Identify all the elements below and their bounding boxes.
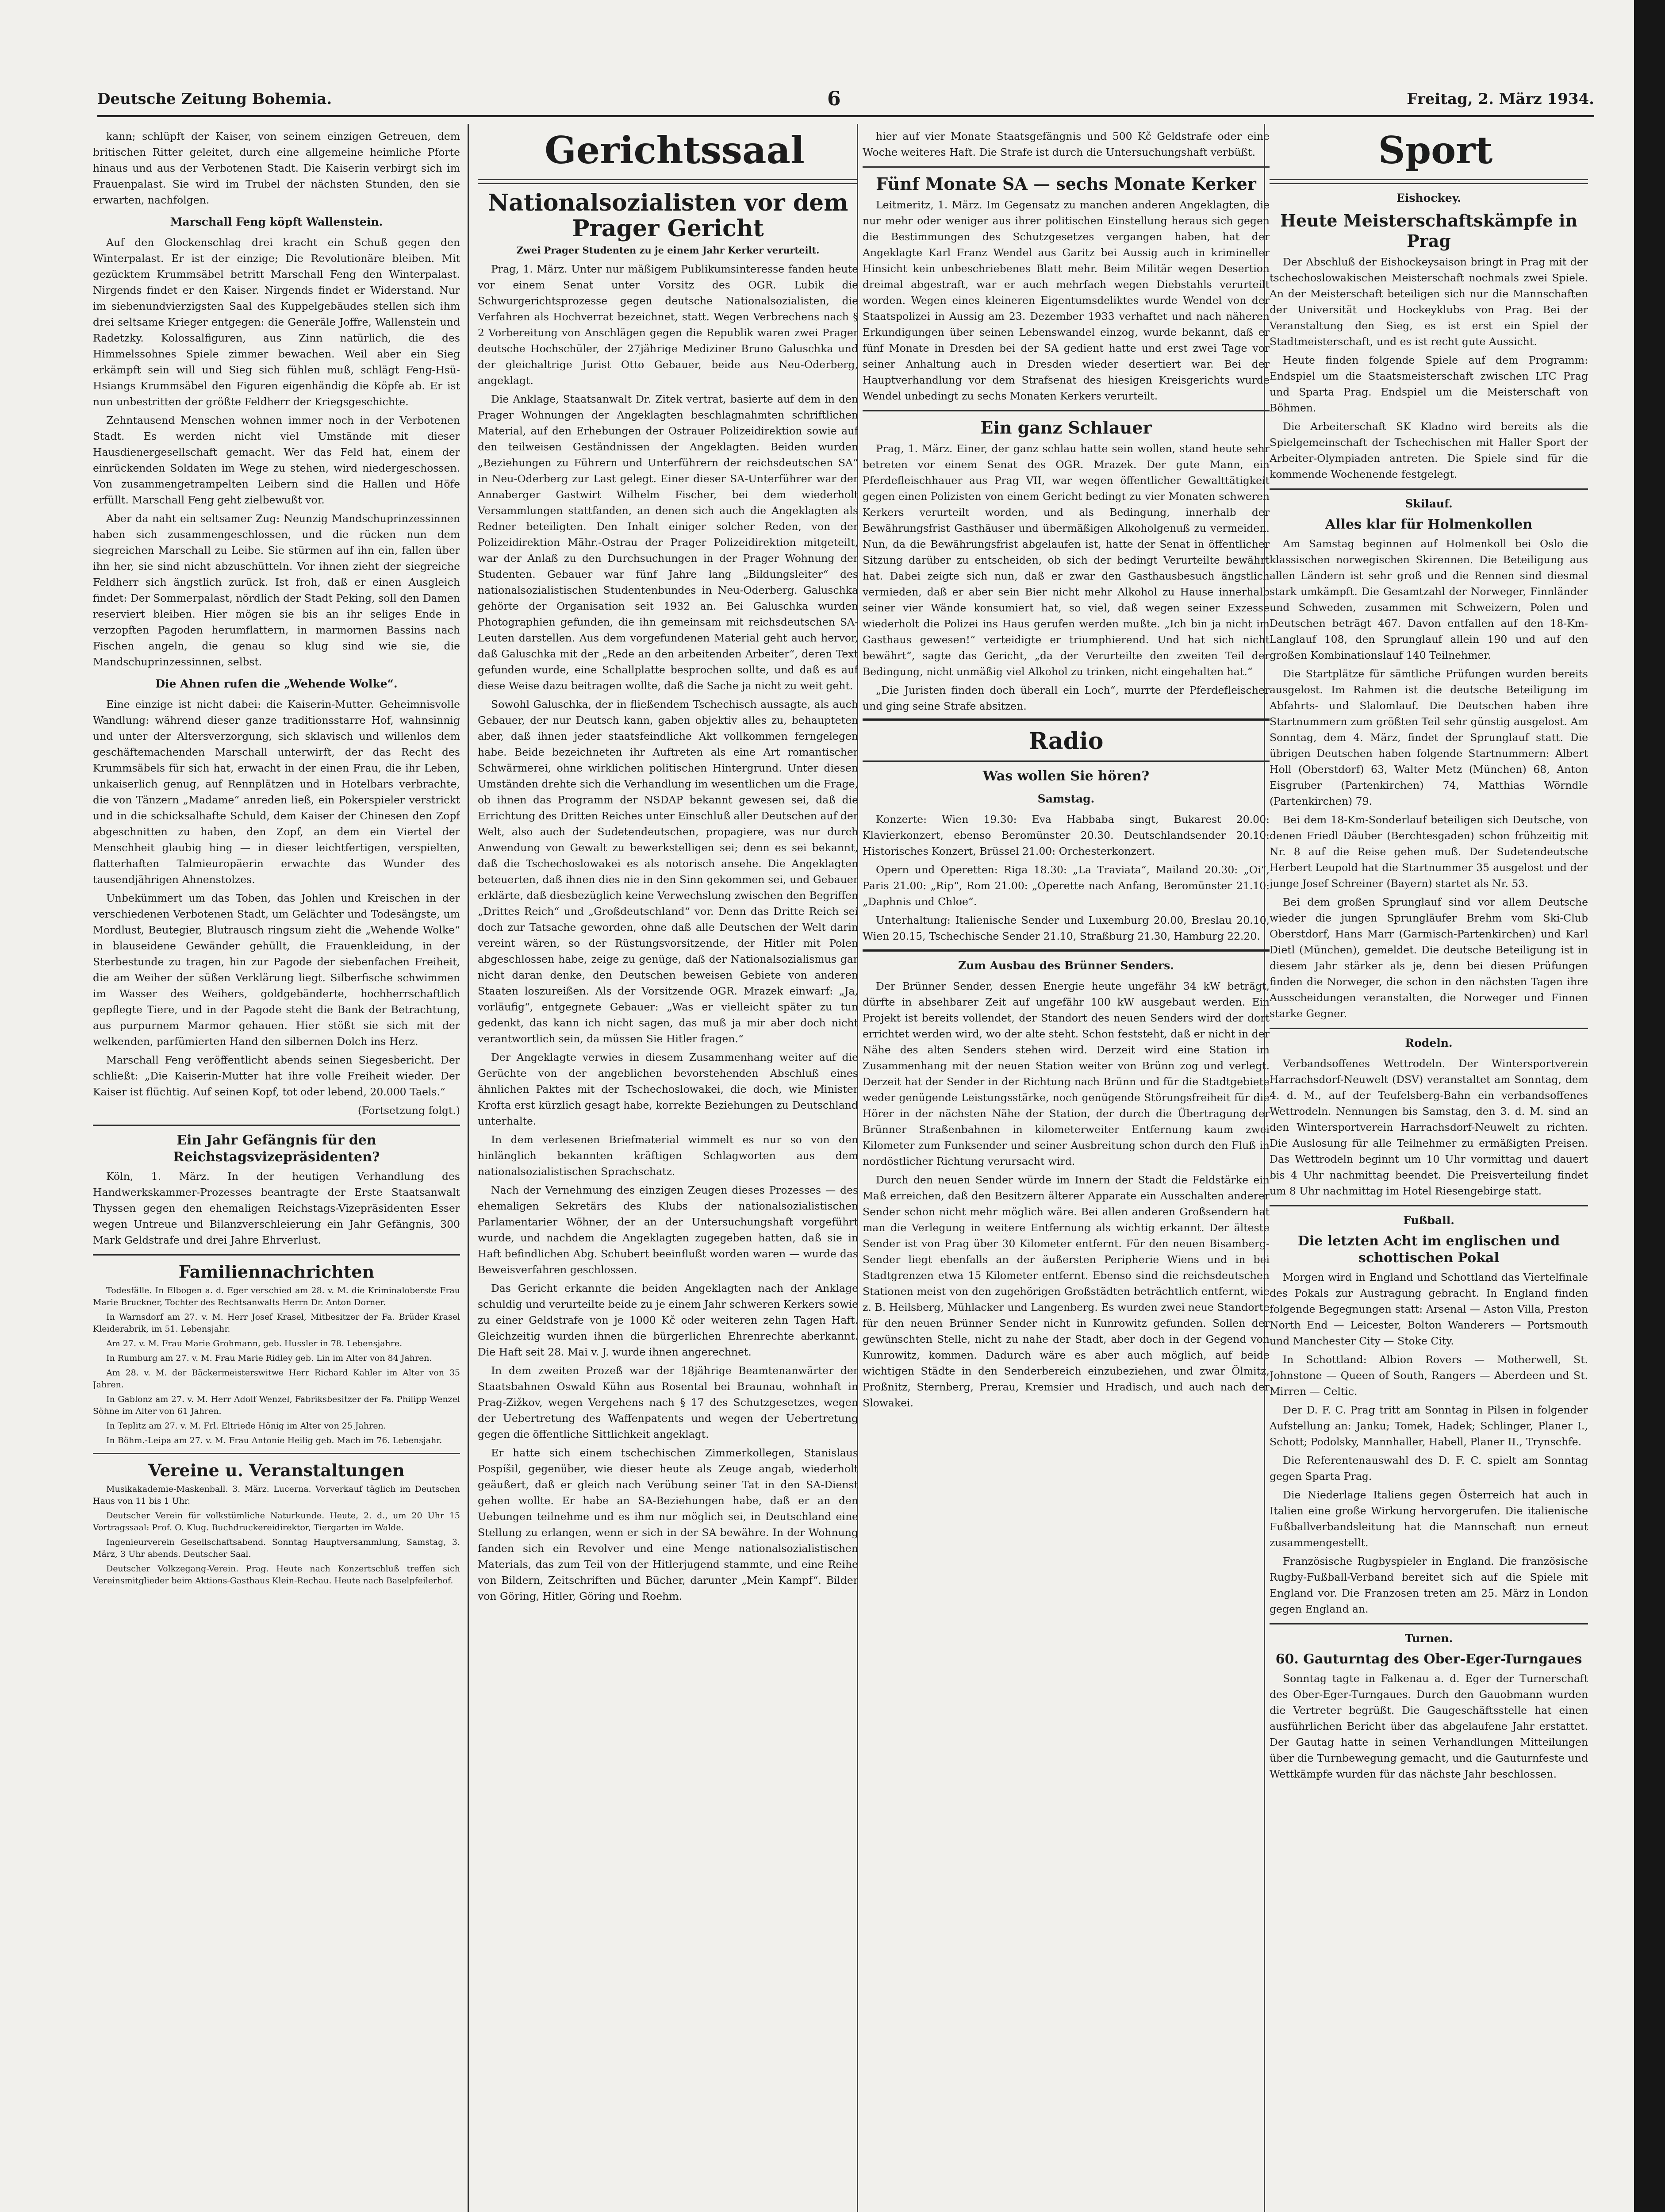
notice-item: Am 27. v. M. Frau Marie Grohmann, geb. Hussler in 78. Lebensjahre.: [106, 1339, 403, 1348]
column-4: [1270, 128, 1588, 2212]
paper-name: Deutsche Zeitung Bohemia.: [97, 90, 332, 108]
radio-item: Unterhaltung: Italienische Sender und Luxemburg 20.00, Breslau 20.10, Wien 20.15, Tschechische Sender 21.10, Straßburg 21.30, Hamburg 22.20.: [863, 914, 1270, 942]
notice-item: In Teplitz am 27. v. M. Frl. Eltriede Hönig im Alter von 25 Jahren.: [106, 1421, 386, 1431]
divider: [93, 1125, 460, 1126]
article-paragraph: Am Samstag beginnen auf Holmenkoll bei Oslo die klassischen norwegischen Skirennen. Die Beteiligung aus allen Ländern ist sehr groß und die Rennen sind diesmal stark umkämpft. Die Gesamtzahl der Norweger, Finnländer und Schweden, zusammen mit Schweizern, Polen und Deutschen beträgt 467. Davon entfallen auf den 18-Km-Langlauf 108, den Sprunglauf allein 190 und auf den großen Kombinationslauf 140 Teilnehmer.: [1270, 538, 1588, 661]
article-paragraph: Die Startplätze für sämtliche Prüfungen wurden bereits ausgelost. Im Rahmen ist die deutsche Beteiligung im Abfahrts- und Slalomlauf. Die Deutschen haben ihre Startnummern zum größten Teil sehr günstig ausgelost. Am Sonntag, dem 4. März, findet der Sprunglauf statt. Die übrigen Deutschen haben folgende Startnummern: Albert Holl (Oberstdorf) 63, Walter Metz (München) 68, Anton Eisgruber (Partenkirchen) 74, Matthias Wörndle (Partenkirchen) 79.: [1270, 668, 1588, 807]
sport-category: Rodeln.: [1405, 1037, 1453, 1049]
article-paragraph: Eine einzige ist nicht dabei: die Kaiserin-Mutter. Geheimnisvolle Wandlung: während dieser ganze traditionsstarre Hof, wahnsinnig und unter der Altersverzorgung, sich sklavisch und willenlos dem geschäftemachenden Marschall unterwirft, der das Recht des Krummsäbels für sich hat, erwacht in der einen Frau, die ihr Leben, unkaiserlich genug, auf Rennplätzen und in Hotelbars verbrachte, die von Tänzern „Madame“ anreden ließ, ein Pokerspieler verstrickt und in die schicksalhafte Schuld, dem Kaiser der Chinesen den Zopf abgeschnitten zu haben, den Zopf, an dem ein Viertel der Menschheit glaubig hing — in dieser leichtfertigen, verspielten, flatterhaften Talmieuropäerin erwachte das Wunder des tausendjährigen Ahnenstolzes.: [93, 698, 460, 886]
page-header: [97, 84, 1594, 117]
notice-item: In Warnsdorf am 27. v. M. Herr Josef Krasel, Mitbesitzer der Fa. Brüder Krasel Kleiderabrik, im 51. Lebensjahr.: [93, 1312, 460, 1334]
notice-item: Ingenieurverein Gesellschaftsabend. Sonntag Hauptversammlung, Samstag, 3. März, 3 Uhr abends. Deutscher Saal.: [93, 1537, 460, 1559]
divider: [1270, 488, 1588, 490]
article-headline: Zum Ausbau des Brünner Senders.: [958, 959, 1174, 972]
article-headline: Alles klar für Holmenkollen: [1325, 517, 1533, 532]
column-2: [478, 128, 858, 2212]
article-paragraph: Er hatte sich einem tschechischen Zimmerkollegen, Stanislaus Pospíšil, gegenüber, wie dieser heute als Zeuge angab, wiederholt geäußert, daß er gleich nach Verübung seiner Tat in den SA-Dienst gehen wollte. Er habe an SA-Beziehungen habe, daß er an den Uebungen teilnehme und es ihm nur möglich sei, in Deutschland eine Stellung zu erlangen, wenn er sich in der SA bewähre. In der Wohnung fanden sich ein Revolver und eine Menge nationalsozialistischen Materials, das zum Teil von der Hitlerjugend stammte, und eine Reihe von Bildern, Zeitschriften und Bücher, darunter „Mein Kampf“. Bilder von Göring, Hitler, Göring und Roehm.: [478, 1447, 858, 1602]
divider: [93, 1453, 460, 1454]
article-paragraph: Morgen wird in England und Schottland das Viertelfinale des Pokals zur Austragung gebracht. In England finden folgende Begegnungen statt: Arsenal — Aston Villa, Preston North End — Leicester, Bolton Wanderers — Portsmouth und Manchester City — Stoke City.: [1270, 1271, 1588, 1347]
article-paragraph: Der Brünner Sender, dessen Energie heute ungefähr 34 kW beträgt, dürfte in absehbarer Zeit auf ungefähr 100 kW ausgebaut werden. Ein Projekt ist bereits vollendet, der Standort des neuen Senders wird der dort errichtet werden wird, wo der alte steht. Schon feststeht, daß er nicht in der Nähe des alten Senders stehen wird. Derzeit wird eine Station im Zusammenhang mit der neuen Station weiter von Brünn zog und verlegt. Derzeit hat der Sender in der Richtung nach Brünn und für die Stadtgebiete weder genügende Leistungsstärke, noch genügende Störungsfreiheit für die Hörer in der nächsten Nähe der Station, der durch die Übertragung der Brünner Straßenbahnen in kilometerweiter Entfernung kaum zwei Kilometer zum Funksender und seiner Ausbreitung schon durch den Fluß in nordöstlicher Richtung verursacht wird.: [863, 980, 1270, 1167]
column-3: [863, 128, 1270, 2212]
article-paragraph: Bei dem großen Sprunglauf sind vor allem Deutsche wieder die jungen Sprungläufer Brehm vom Ski-Club Oberstdorf, Hans Marr (Garmisch-Partenkirchen) und Karl Dietl (München), gemeldet. Die deutsche Beteiligung ist in diesem Jahr stärker als je, denn bei diesen Prüfungen finden die Norweger, die schon in den nächsten Tagen ihre Ausscheidungen veranstalten, die Norweger und Finnen starke Gegner.: [1270, 896, 1588, 1020]
divider: [1270, 1623, 1588, 1624]
section-title-sport: Sport: [1378, 128, 1493, 172]
divider: [1270, 179, 1588, 184]
article-headline: 60. Gauturntag des Ober-Eger-Turngaues: [1275, 1651, 1582, 1667]
article-paragraph: Die Anklage, Staatsanwalt Dr. Zitek vertrat, basierte auf dem in den Prager Wohnungen der Angeklagten beschlagnahmten schriftlichen Material, auf den Erhebungen der Ostrauer Polizeidirektion sowie auf den teilweisen Geständnissen der Angeklagten. Beiden wurden „Beziehungen zu Führern und Unterführern der reichsdeutschen SA“ in Neu-Oderberg zur Last gelegt. Einer dieser SA-Unterführer war der Annaberger Gastwirt Wilhelm Fischer, bei dem wiederholt Versammlungen stattfanden, an denen sich auch die Angeklagten als Redner beteiligten. Den Inhalt einiger solcher Reden, von der Polizeidirektion Mähr.-Ostrau der Prager Polizeidirektion mitgeteilt, war der Anlaß zu den Durchsuchungen in der Prager Wohnung der Studenten. Gebauer war fünf Jahre lang „Bildungsleiter“ des nationalsozialistischen Studentenbundes in Neu-Oderberg. Galuschka gehörte der Organisation seit 1932 an. Bei Galuschka wurden Photographien gefunden, die ihn gemeinsam mit reichsdeutschen SA-Leuten darstellen. Aus dem vorgefundenen Material geht auch hervor, daß Galuschka mit der „Rede an den arbeitenden Arbeiter“, deren Text gefunden wurde, eine Schallplatte besprochen sollte, und daß es auf diese Weise dazu beitragen wollte, daß die Sache ja nicht zu weit geht.: [478, 393, 858, 692]
article-headline: Ein ganz Schlauer: [980, 418, 1152, 438]
article-paragraph: In dem verlesenen Briefmaterial wimmelt es nur so von den hinlänglich bekannten kräftigen Schlagworten aus dem nationalsozialistischen Sprachschatz.: [478, 1133, 858, 1178]
article-paragraph: In dem zweiten Prozeß war der 18jährige Beamtenanwärter der Staatsbahnen Oswald Kühn aus Rosental bei Braunau, wohnhaft in Prag-Zižkov, wegen Vergehens nach § 17 des Schutzgesetzes, wegen der Uebertretung des Waffenpatents und wegen der Uebertretung gegen die öffentliche Sittlichkeit angeklagt.: [478, 1364, 858, 1440]
article-paragraph: Durch den neuen Sender würde im Innern der Stadt die Feldstärke ein Maß erreichen, daß den Besitzern älterer Apparate ein Ausschalten anderer Sender schon nicht mehr möglich wäre. Bei allen anderen Großsendern hat man die Verlegung in weitere Entfernung als wichtig erkannt. Der älteste Sender ist von Prag über 30 Kilometer entfernt. Für den neuen Bisamberg-Sender liegt ebenfalls an der äußersten Peripherie Wiens und in bei Stadtgrenzen etwa 15 Kilometer entfernt. Ebenso sind die reichsdeutschen Stationen meist von den zugehörigen Großstädten beträchtlich entfernt, wie z. B. Heilsberg, Mühlacker und Langenberg. Es wurden zwei neue Standorte für den neuen Brünner Sender nicht in Kunrowitz gefunden. Sollen der gewünschten Stelle, nicht zu nahe der Stadt, aber doch in der Gegend von Kunrowitz, kommen. Dadurch wäre es aber auch möglich, auf beide wichtigen Städte in den Senderbereich einzubeziehen, und zwar Ölmitz, Proßnitz, Sternberg, Prerau, Kremsier und Hradisch, und auch nach der Slowakei.: [863, 1174, 1270, 1409]
sport-category: Skilauf.: [1405, 497, 1453, 510]
article-paragraph: kann; schlüpft der Kaiser, von seinem einzigen Getreuen, dem britischen Ritter geleitet, durch eine allgemeine heimliche Pforte hinaus und aus der Verbotenen Stadt. Die Kaiserin verbirgt sich im Frauenpalast. Sie wird im Trubel der nächsten Stunden, den sie erwarten, nachfolgen.: [93, 130, 460, 206]
column-rule: [468, 124, 469, 2212]
article-paragraph: Auf den Glockenschlag drei kracht ein Schuß gegen den Winterpalast. Er ist der einzige; Die Revolutionäre bleiben. Mit gezücktem Krummsäbel betritt Marschall Feng den Winterpalast. Nirgends findet er den Kaiser. Nirgends findet er Widerstand. Nur im siebenundvierzigsten Saal des Kuppelgebäudes stellen sich ihm drei seltsame Krieger entgegen: die Generäle Joffre, Wallenstein und Radetzky. Kolossalfiguren, aus Zinn natürlich, die des Himmelssohnes Spiele zimmer bewachen. Weil aber ein Sieg erkämpft sein will und Sieg sich fühlen muß, schlägt Feng-Hsü-Hsiangs Krummsäbel den Figuren eigenhändig die Köpfe ab. Er ist nun unbestritten der größte Feldherr der Kriegsgeschichte.: [93, 236, 460, 408]
divider: [478, 179, 858, 184]
subheading: Marschall Feng köpft Wallenstein.: [170, 215, 383, 228]
scan-dark-edge: [1634, 0, 1665, 2212]
section-title-gerichtssaal: Gerichtssaal: [545, 128, 805, 172]
divider: [863, 760, 1270, 762]
article-paragraph: Französische Rugbyspieler in England. Die französische Rugby-Fußball-Verband bereitet sich auf die Spiele mit England vor. Die Franzosen treten am 25. März in London gegen England an.: [1270, 1555, 1588, 1615]
article-paragraph: Prag, 1. März. Einer, der ganz schlau hatte sein wollen, stand heute sehr betreten vor einem Senat des OGR. Mrazek. Der gute Mann, ein Pferdefleischhauer aus Prag VII, war wegen öffentlicher Gewalttätigkeit gegen einen Polizisten von einem Gericht bedingt zu vier Monaten schweren Kerkers verurteilt worden, und als Bedingung, innerhalb der Bewährungsfrist Gasthäuser und übermäßigen Alkoholgenuß zu vermeiden. Nun, da die Bewährungsfrist abgelaufen ist, hatte der Senat in öffentlicher Sitzung darüber zu entscheiden, ob sich der bedingt Verurteilte bewährt hat. Dabei zeigte sich nun, daß er zwar den Gasthausbesuch ängstlich vermieden, daß er aber sein Bier nicht mehr Alkohol zu Hause innerhalb seiner vier Wände konsumiert hat, so viel, daß wegen seiner Exzesse wiederholt die Polizei ins Haus gerufen werden mußte. „Ich bin ja nicht im Gasthaus gewesen!“ verteidigte er triumphierend. Und hat sich nicht bewährt“, sagte das Gericht, „da der Verurteilte den zweiten Teil der Bedingung, nicht unmäßig viel Alkohol zu trinken, nicht eingehalten hat.“: [863, 442, 1270, 678]
article-paragraph: Bei dem 18-Km-Sonderlauf beteiligen sich Deutsche, von denen Friedl Däuber (Berchtesgaden) schon frühzeitig mit Nr. 8 auf die Reise gehen muß. Der Sudetendeutsche Herbert Leupold hat die Startnummer 35 ausgelost und der junge Josef Schreiner (Bayern) startet als Nr. 53.: [1270, 814, 1588, 890]
article-paragraph: Prag, 1. März. Unter nur mäßigem Publikumsinteresse fanden heute vor einem Senat unter Vorsitz des OGR. Lubik die Schwurgerichtsprozesse gegen deutsche Nationalsozialisten, die Verfahren als Hochverrat bezeichnet, statt. Wegen Verbrechens nach § 2 Vorbereitung von Anschlägen gegen die Republik waren zwei Prager deutsche Hochschüler, der 27jährige Mediziner Bruno Galuschka und der gleichaltrige Jurist Otto Gebauer, beide aus Neu-Oderberg, angeklagt.: [478, 263, 858, 387]
article-paragraph: Verbandsoffenes Wettrodeln. Der Wintersportverein Harrachsdorf-Neuwelt (DSV) veranstaltet am Sonntag, dem 4. d. M., auf der Teufelsberg-Bahn ein verbandsoffenes Wettrodeln. Nennungen bis Samstag, den 3. d. M. sind an den Wintersportverein Harrachsdorf-Neuwelt zu richten. Die Auslosung für alle Teilnehmer zu ermäßigten Preisen. Das Wettrodeln beginnt um 10 Uhr vormittag und dauert bis 4 Uhr nachmittag beendet. Die Preisverteilung findet um 8 Uhr nachmittag im Hotel Riesengebirge statt.: [1270, 1057, 1588, 1197]
notice-item: In Gablonz am 27. v. M. Herr Adolf Wenzel, Fabriksbesitzer der Fa. Philipp Wenzel Söhne im Alter von 61 Jahren.: [93, 1394, 460, 1416]
article-headline: Fünf Monate SA — sechs Monate Kerker: [876, 174, 1256, 194]
article-paragraph: Der Angeklagte verwies in diesem Zusammenhang weiter auf die Gerüchte von der angeblichen bevorstehenden Abschluß eines ähnlichen Paktes mit der Tschechoslowakei, die doch, wie Minister Krofta erst kürzlich gesagt habe, korrekte Beziehungen zu Deutschland unterhalte.: [478, 1051, 858, 1127]
article-paragraph: In Schottland: Albion Rovers — Motherwell, St. Johnstone — Queen of South, Rangers — Aberdeen und St. Mirren — Celtic.: [1270, 1353, 1588, 1398]
article-headline: Heute Meisterschaftskämpfe in Prag: [1280, 211, 1578, 251]
article-paragraph: „Die Juristen finden doch überall ein Loch“, murrte der Pferdefleischer und ging seine Strafe absitzen.: [863, 684, 1270, 712]
radio-day: Samstag.: [1037, 792, 1095, 805]
sport-category: Turnen.: [1404, 1632, 1453, 1645]
continuation-note: (Fortsetzung folgt.): [357, 1104, 460, 1117]
notice-item: Deutscher Volkzegang-Verein. Prag. Heute nach Konzertschluß treffen sich Vereinsmitglieder beim Aktions-Gasthaus Klein-Rechau. Heute nach Baselpfeilerhof.: [93, 1564, 460, 1586]
notice-item: Am 28. v. M. der Bäckermeisterswitwe Herr Richard Kahler im Alter von 35 Jahren.: [93, 1368, 460, 1390]
article-paragraph: Sowohl Galuschka, der in fließendem Tschechisch aussagte, als auch Gebauer, der nur Deutsch kann, gaben objektiv alles zu, behaupteten aber, daß ihnen jeder staatsfeindliche Akt vollkommen ferngelegen habe. Beide bezeichneten ihr Auftreten als eine Art romantischer Schwärmerei, ohne wirklichen politischen Hintergrund. Unter diesen Umständen drehte sich die Verhandlung im wesentlichen um die Frage, ob ihnen das Programm der NSDAP bekannt gewesen sei, daß die Errichtung des Dritten Reiches unter Einschluß aller Deutschen auf der Welt, also auch der Sudetendeutschen, propagiere, was nur durch Anwendung von Gewalt zu bewerkstelligen sei; denn es sei bekannt, daß die Tschechoslowakei es als notorisch ansehe. Die Angeklagten beteuerten, daß ihnen dies nie in den Sinn gekommen sei, und Gebauer erklärte, daß diesbezüglich keine Verwechslung zwischen den Begriffen „Drittes Reich“ und „Großdeutschland“ vor. Denn das Dritte Reich sei doch zur Tatsache geworden, ohne daß alle Deutschen der Welt darin vereint wären, so der Rüstungsvorsitzende, der Hitler mit Polen abgeschlossen habe, zeige zu genüge, daß der Nationalsozialismus gar nicht daran denke, den Deutschen beweisen Gebiete von anderen Staaten loszureißen. Als der Vorsitzende OGR. Mrazek einwarf: „Ja, vorläufig“, entgegnete Gebauer: „Was er vielleicht später zu tun gedenkt, das kann ich nicht sagen, das muß ja mir aber doch nicht verantwortlich sein, da müssen Sie Hitler fragen.“: [478, 698, 858, 1045]
article-paragraph: Sonntag tagte in Falkenau a. d. Eger der Turnerschaft des Ober-Eger-Turngaues. Durch den Gauobmann wurden die Vertreter begrüßt. Die Gaugeschäftsstelle hat einen ausführlichen Bericht über das abgelaufene Jahr erstattet. Der Gautag hatte in seinen Verhandlungen Mitteilungen über die Turnbewegung gemacht, und die Gauturnfeste und Wettkämpfe wurden für das nächste Jahr beschlossen.: [1270, 1672, 1588, 1780]
article-paragraph: Heute finden folgende Spiele auf dem Programm: Endspiel um die Staatsmeisterschaft zwischen LTC Prag und Sparta Prag. Endspiel um die Meisterschaft von Böhmen.: [1270, 354, 1588, 414]
article-paragraph: Unbekümmert um das Toben, das Johlen und Kreischen in der verschiedenen Verbotenen Stadt, um Gelächter und Todesängste, um Mordlust, Beutegier, Blutrausch ringsum zieht die „Wehende Wolke“ in blauseidene Gewänder gehüllt, die Frauenkleidung, in der Sterbestunde zu tragen, hin zur Pagode der siebenfachen Freiheit, die am Weiher der süßen Verklärung liegt. Silberfische schwimmen im Wasser des Weihers, goldgebänderte, hochherrschaftlich gepflegte Tiere, und in der Pagode steht die Bank der Betrachtung, aus purpurnem Marmor gehauen. Hier stößt sie sich mit der welkenden, parfümierten Hand den silbernen Dolch ins Herz.: [93, 892, 460, 1048]
page-number: 6: [827, 88, 841, 110]
section-heading: Familiennachrichten: [178, 1262, 375, 1282]
article-headline: Die letzten Acht im englischen und schottischen Pokal: [1297, 1233, 1560, 1266]
article-paragraph: Der D. F. C. Prag tritt am Sonntag in Pilsen in folgender Aufstellung an: Janku; Tomek, Hadek; Schlinger, Planer I., Schott; Podolsky, Mannhaller, Habell, Planer II., Trynschfe.: [1270, 1404, 1588, 1448]
article-paragraph: Aber da naht ein seltsamer Zug: Neunzig Mandschuprinzessinnen haben sich zusammengeschlossen, und die rücken nun dem siegreichen Marschall zu Leibe. Sie stürmen auf ihn ein, fallen über ihn her, sie sind nicht abzuschütteln. Vor ihnen zieht der siegreiche Feldherr sich ängstlich zurück. Ist froh, daß er einen Ausgleich findet: Der Sommerpalast, nördlich der Stadt Peking, soll den Damen reserviert bleiben. Hier mögen sie bis an ihr seliges Ende in verzopften Pagoden herumflattern, in marmornen Bassins nach Fischen angeln, die genau so klug sind wie sie, die Mandschuprinzessinnen, selbst.: [93, 512, 460, 668]
article-paragraph: Das Gericht erkannte die beiden Angeklagten nach der Anklage schuldig und verurteilte beide zu je einem Jahr schweren Kerkers sowie zu einer Geldstrafe von je 1000 Kč oder weiteren zehn Tagen Haft. Gleichzeitig wurden ihnen die bürgerlichen Ehrenrechte aberkannt. Die Haft seit 28. Mai v. J. wurde ihnen angerechnet.: [478, 1282, 858, 1358]
divider: [93, 1254, 460, 1256]
sport-category: Eishockey.: [1396, 192, 1462, 204]
article-paragraph: Die Niederlage Italiens gegen Österreich hat auch in Italien eine große Wirkung hervorgerufen. Die italienische Fußballverbandsleitung hat die Mannschaft nun erneut zusammengestellt.: [1270, 1489, 1588, 1549]
article-paragraph: Nach der Vernehmung des einzigen Zeugen dieses Prozesses — des ehemaligen Sekretärs des Klubs der nationalsozialistischen Parlamentarier Wöhner, der an der Untersuchungshaft vorgeführt wurde, und nachdem die Angeklagten zugegeben hatten, daß sie in Haft befindlichen Abg. Schubert beeinflußt worden waren — wurde das Beweisverfahren geschlossen.: [478, 1184, 858, 1276]
radio-question: Was wollen Sie hören?: [982, 768, 1150, 784]
column-1: [93, 128, 460, 2212]
article-paragraph: Zehntausend Menschen wohnen immer noch in der Verbotenen Stadt. Es werden nicht viel Umstände mit dieser Hausdienergesellschaft gemacht. Wer das Feld hat, einem der einrückenden Soldaten im Wege zu stehen, wird niedergeschossen. Von zusammengetrampelten Leibern sind die Hallen und Höfe erfüllt. Marschall Feng geht zielbewußt vor.: [93, 414, 460, 506]
notice-item: Deutscher Verein für volkstümliche Naturkunde. Heute, 2. d., um 20 Uhr 15 Vortragssaal: Prof. O. Klug. Buchdruckereidirektor, Tiergarten im Walde.: [93, 1511, 460, 1532]
radio-item: Opern und Operetten: Riga 18.30: „La Traviata“, Mailand 20.30: „Oi“, Paris 21.00: „Rip“, Rom 21.00: „Operette nach Anfang, Beromünster 21.10: „Daphnis und Chloe“.: [863, 864, 1270, 908]
divider: [1270, 1205, 1588, 1206]
section-title-radio: Radio: [1028, 728, 1104, 755]
article-paragraph: hier auf vier Monate Staatsgefängnis und 500 Kč Geldstrafe oder eine Woche weiteres Haft. Die Strafe ist durch die Untersuchungshaft verbüßt.: [863, 130, 1270, 158]
notice-item: In Böhm.-Leipa am 27. v. M. Frau Antonie Heilig geb. Mach im 76. Lebensjahr.: [106, 1436, 442, 1445]
article-paragraph: Die Arbeiterschaft SK Kladno wird bereits als die Spielgemeinschaft der Tschechischen mit Haller Sport der Arbeiter-Olympiaden antreten. Die Spiele sind für die kommende Wochenende festgelegt.: [1270, 420, 1588, 480]
article-headline: Nationalsozialisten vor dem Prager Gericht: [487, 189, 848, 242]
article-deck: Zwei Prager Studenten zu je einem Jahr Kerker verurteilt.: [516, 245, 820, 256]
article-paragraph: Marschall Feng veröffentlicht abends seinen Siegesbericht. Der schließt: „Die Kaiserin-Mutter hat ihre volle Freiheit wieder. Der Kaiser ist flüchtig. Auf seinen Kopf, tot oder lebend, 20.000 Taels.“: [93, 1054, 460, 1098]
radio-item: Konzerte: Wien 19.30: Eva Habbaba singt, Bukarest 20.00: Klavierkonzert, ebenso Beromünster 20.30. Deutschlandsender 20.10: Historisches Konzert, Brüssel 21.00: Orchesterkonzert.: [863, 813, 1270, 857]
article-paragraph: Köln, 1. März. In der heutigen Verhandlung des Handwerkskammer-Prozesses beantragte der Erste Staatsanwalt Thyssen gegen den ehemaligen Reichstags-Vizepräsidenten Esser wegen Untreue und Bilanzverschleierung ein Jahr Gefängnis, 300 Mark Geldstrafe und drei Jahre Ehrverlust.: [93, 1170, 460, 1246]
section-heading: Vereine u. Veranstaltungen: [148, 1460, 405, 1480]
divider: [1270, 1028, 1588, 1029]
divider: [863, 166, 1270, 168]
subheading: Die Ahnen rufen die „Wehende Wolke“.: [155, 677, 398, 690]
notice-item: In Rumburg am 27. v. M. Frau Marie Ridley geb. Lin im Alter von 84 Jahren.: [106, 1353, 432, 1363]
radio-box: [863, 718, 1270, 952]
notice-item: Todesfälle. In Elbogen a. d. Eger verschied am 28. v. M. die Kriminaloberste Frau Marie Bruckner, Tochter des Rechtsanwalts Herrn Dr. Anton Dorner.: [93, 1286, 460, 1307]
notice-item: Musikakademie-Maskenball. 3. März. Lucerna. Vorverkauf täglich im Deutschen Haus von 11 bis 1 Uhr.: [93, 1484, 460, 1506]
article-paragraph: Die Referentenauswahl des D. F. C. spielt am Sonntag gegen Sparta Prag.: [1270, 1454, 1588, 1482]
article-paragraph: Leitmeritz, 1. März. Im Gegensatz zu manchen anderen Angeklagten, die nur mehr oder weniger aus ihrer politischen Einstellung heraus sich gegen die Bestimmungen des Schutzgesetzes vergangen haben, hat der Angeklagte Karl Franz Wendel aus Garitz bei Aussig auch in krimineller Hinsicht kein unbeschriebenes Blatt mehr. Beim Militär wegen Desertion dreimal abgestraft, war er auch mehrfach wegen Diebstahls verurteilt worden. Wegen eines kleineren Eigentumsdeliktes wurde Wendel von der Staatspolizei in Aussig am 23. Dezember 1933 verhaftet und nach näheren Erkundigungen über seinen Lebenswandel einzog, wurde bekannt, daß er fünf Monate in Dresden bei der SA gedient hatte und erst zwei Tage vor seiner Anhaltung auch in Dresden wieder desertiert war. Bei der Hauptverhandlung vor dem Strafsenat des hiesigen Kreisgerichts wurde Wendel unbedingt zu sechs Monaten Kerkers verurteilt.: [863, 199, 1270, 402]
divider: [863, 410, 1270, 411]
issue-date: Freitag, 2. März 1934.: [1407, 90, 1594, 108]
sport-category: Fußball.: [1403, 1214, 1454, 1227]
article-headline: Ein Jahr Gefängnis für den Reichstagsvizepräsidenten?: [173, 1133, 380, 1165]
article-paragraph: Der Abschluß der Eishockeysaison bringt in Prag mit der tschechoslowakischen Meisterschaft nochmals zwei Spiele. An der Meisterschaft beteiligen sich nur die Mannschaften der Universität und Hockeyklubs von Prag. Bei der Veranstaltung den Sieg, es ist erst ein Spiel der Stadtmeisterschaft, und es ist recht gute Aussicht.: [1270, 256, 1588, 348]
